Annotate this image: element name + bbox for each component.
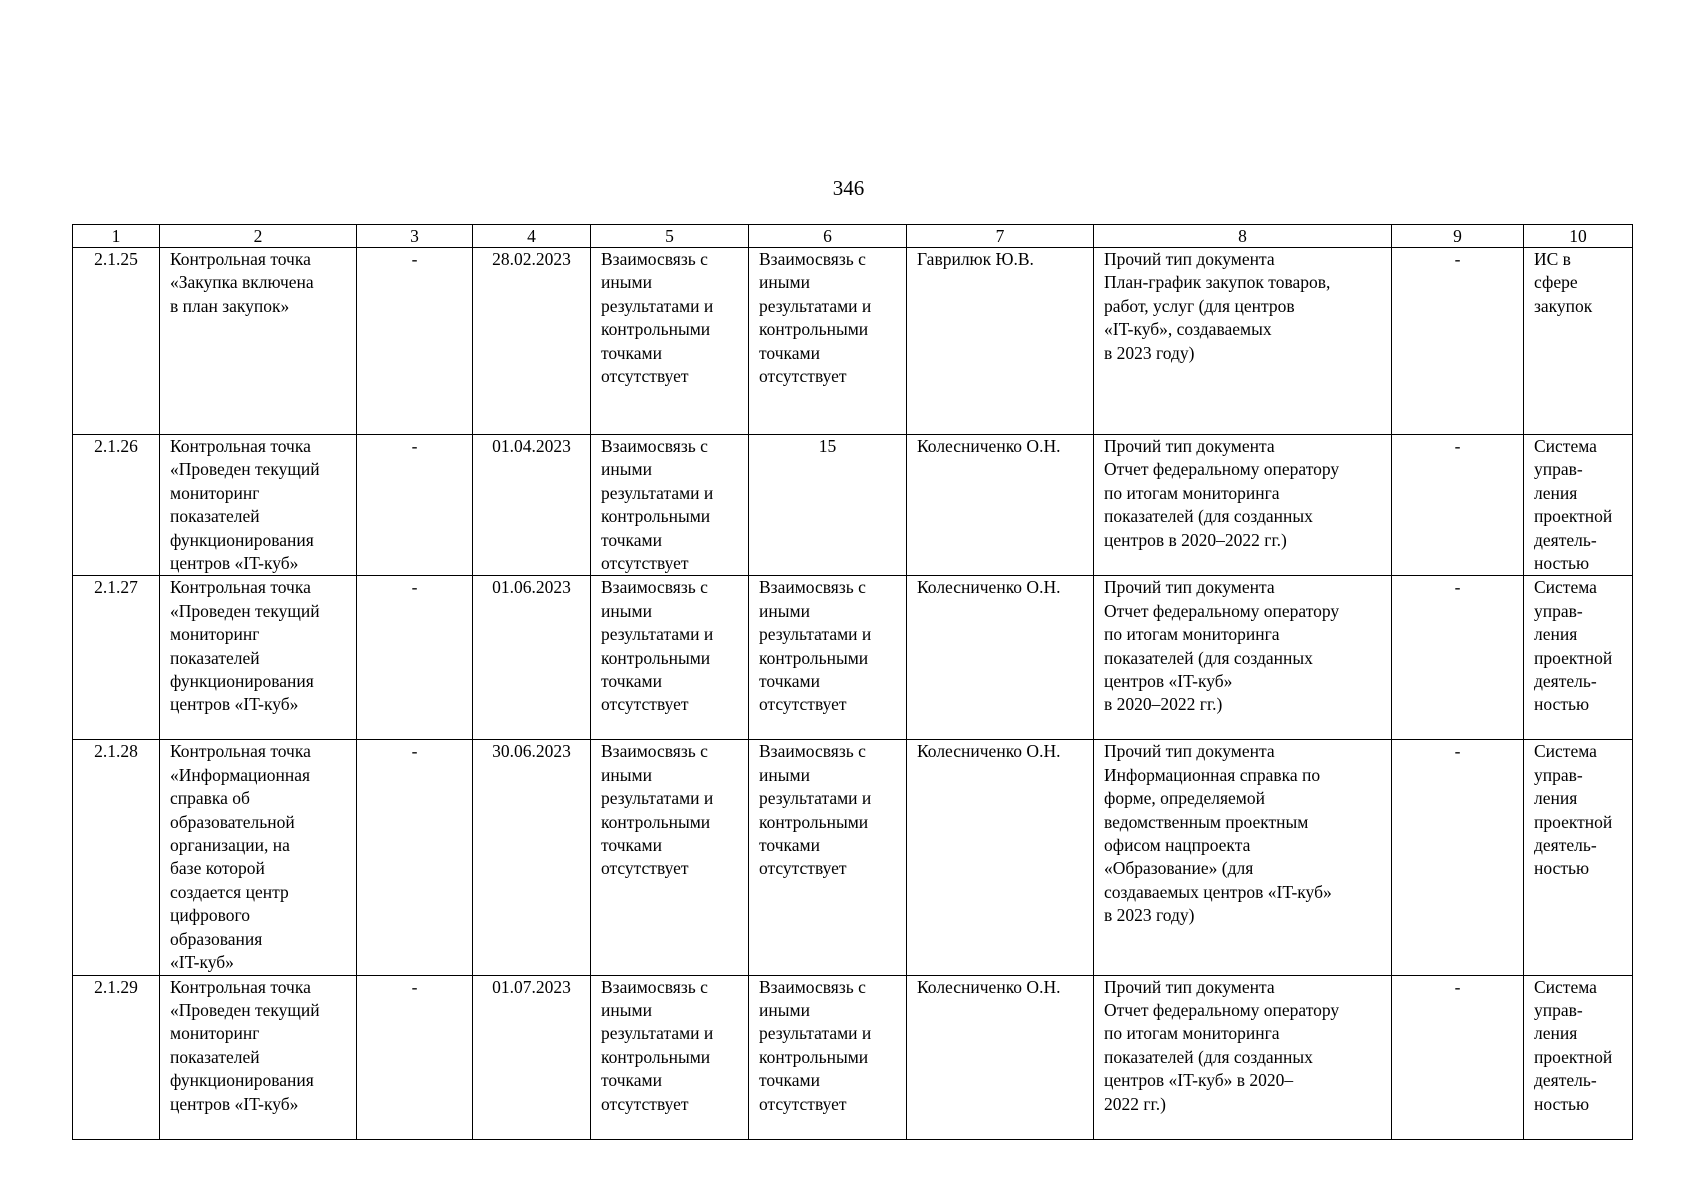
information-system-cell-line: проектной [1534,647,1613,668]
relationship-cell-line: Взаимосвязь с [601,436,708,456]
document-type-cell-line: «Образование» (для [1104,858,1254,879]
control-point-name-cell-line: цифрового [170,905,250,926]
relationship-cell [591,248,749,435]
control-point-name-cell-line: «IT-куб» [170,952,234,973]
relationship-cell-2-line: точками [759,342,820,363]
column-3-cell: - [357,975,473,1139]
relationship-cell-line: точками [601,835,662,856]
relationship-cell-2 [749,975,907,1139]
date-cell: 01.04.2023 [473,435,591,576]
information-system-cell-line: ностью [1534,694,1590,715]
document-type-cell-line: в 2023 году) [1104,342,1195,363]
document-type-cell-line: 2022 гг.) [1104,1093,1166,1114]
table-row [73,435,1633,576]
row-number-cell: 2.1.25 [73,248,160,435]
relationship-cell-line: результатами и [601,1023,714,1044]
control-point-name-cell [160,435,357,576]
date-cell: 28.02.2023 [473,248,591,435]
relationship-cell [591,740,749,975]
information-system-cell-line: проектной [1534,506,1613,527]
relationship-cell-2-line: иными [759,764,810,785]
date-cell: 01.07.2023 [473,975,591,1139]
relationship-cell-line: иными [601,999,652,1020]
responsible-cell: Гаврилюк Ю.В. [907,248,1094,435]
information-system-cell [1524,248,1633,435]
document-type-cell-line: по итогам мониторинга [1104,482,1280,503]
column-header: 7 [907,225,1094,248]
relationship-cell-2-line: результатами и [759,1023,872,1044]
column-header: 2 [160,225,357,248]
relationship-cell-2-line: точками [759,671,820,692]
column-header: 8 [1094,225,1392,248]
relationship-cell-line: точками [601,671,662,692]
information-system-cell-line: ностью [1534,858,1590,879]
information-system-cell-line: проектной [1534,1046,1613,1067]
relationship-cell [591,435,749,576]
column-3-cell: - [357,740,473,975]
information-system-cell-line: Система [1534,976,1597,997]
date-cell: 01.06.2023 [473,576,591,740]
relationship-cell-line: точками [601,1070,662,1091]
control-point-name-cell-line: образования [170,928,263,949]
relationship-cell-2-line: результатами и [759,788,872,809]
control-point-name-cell [160,975,357,1139]
relationship-cell-line: результатами и [601,482,714,503]
document-type-cell-line: Прочий тип документа [1104,436,1275,456]
control-point-name-cell-line: Контрольная точка [170,436,311,456]
information-system-cell-line: деятель- [1534,1070,1597,1091]
table-header-row [73,225,1633,248]
document-type-cell-line: показателей (для созданных [1104,647,1313,668]
information-system-cell-line: деятель- [1534,835,1597,856]
column-9-cell: - [1392,740,1524,975]
control-point-name-cell-line: Контрольная точка [170,249,311,269]
control-point-name-cell [160,576,357,740]
information-system-cell-line: сфере [1534,272,1578,293]
document-type-cell-line: Отчет федеральному оператору [1104,999,1340,1020]
information-system-cell-line: ностью [1534,553,1590,574]
relationship-cell-line: отсутствует [601,858,689,879]
relationship-cell-line: отсутствует [601,694,689,715]
information-system-cell-line: закупок [1534,295,1593,316]
relationship-cell-line: иными [601,600,652,621]
control-point-name-cell-line: справка об [170,788,250,809]
responsible-cell: Колесниченко О.Н. [907,576,1094,740]
information-system-cell-line: ностью [1534,1093,1590,1114]
relationship-cell-2 [749,740,907,975]
relationship-cell-line: контрольными [601,811,711,832]
relationship-cell-line: иными [601,459,652,480]
document-type-cell-line: Прочий тип документа [1104,577,1275,598]
information-system-cell-line: Система [1534,436,1597,456]
relationship-cell-line: результатами и [601,295,714,316]
control-point-name-cell-line: Контрольная точка [170,577,311,598]
column-9-cell: - [1392,576,1524,740]
relationship-cell [591,975,749,1139]
document-type-cell-line: центров «IT-куб» в 2020– [1104,1070,1294,1091]
information-system-cell [1524,740,1633,975]
table-row [73,576,1633,740]
relationship-cell-2-line: отсутствует [759,366,847,387]
document-type-cell-line: Отчет федеральному оператору [1104,459,1340,480]
relationship-cell-2-line: контрольными [759,1046,869,1067]
information-system-cell-line: управ- [1534,600,1583,621]
control-point-name-cell-line: «Проведен текущий [170,600,320,621]
information-system-cell-line: деятель- [1534,529,1597,550]
relationship-cell-2-line: контрольными [759,811,869,832]
control-point-name-cell-line: мониторинг [170,1023,260,1044]
column-header: 6 [749,225,907,248]
relationship-cell-line: Взаимосвязь с [601,249,708,269]
relationship-cell-line: Взаимосвязь с [601,577,708,598]
control-point-name-cell-line: функционирования [170,1070,314,1091]
document-type-cell-line: по итогам мониторинга [1104,1023,1280,1044]
relationship-cell-2-line: иными [759,600,810,621]
row-number-cell: 2.1.27 [73,576,160,740]
document-type-cell-line: по итогам мониторинга [1104,624,1280,645]
relationship-cell-2-line: иными [759,999,810,1020]
control-point-name-cell-line: «Информационная [170,764,311,785]
information-system-cell-line: Система [1534,741,1597,762]
column-3-cell: - [357,435,473,576]
information-system-cell-line: ления [1534,624,1578,645]
document-type-cell-line: «IT-куб», создаваемых [1104,319,1272,340]
document-type-cell-line: в 2020–2022 гг.) [1104,694,1223,715]
date-cell: 30.06.2023 [473,740,591,975]
document-type-cell [1094,975,1392,1139]
information-system-cell-line: деятель- [1534,671,1597,692]
document-type-cell [1094,740,1392,975]
column-header: 1 [73,225,160,248]
control-point-name-cell-line: организации, на [170,835,290,856]
relationship-cell-2-line: Взаимосвязь с [759,976,866,997]
information-system-cell [1524,435,1633,576]
relationship-cell-2-line: точками [759,1070,820,1091]
information-system-cell-line: управ- [1534,459,1583,480]
document-type-cell-line: Прочий тип документа [1104,976,1275,997]
relationship-cell-2 [749,248,907,435]
column-header: 10 [1524,225,1633,248]
control-point-name-cell-line: показателей [170,647,260,668]
relationship-cell-line: Взаимосвязь с [601,976,708,997]
responsible-cell: Колесниченко О.Н. [907,435,1094,576]
page-number: 346 [832,176,865,200]
document-type-cell [1094,576,1392,740]
relationship-cell-2-line: Взаимосвязь с [759,577,866,598]
information-system-cell-line: Система [1534,577,1597,598]
information-system-cell-line: ления [1534,482,1578,503]
relationship-cell-line: Взаимосвязь с [601,741,708,762]
relationship-cell-line: контрольными [601,647,711,668]
control-point-name-cell-line: базе которой [170,858,265,879]
table-row [73,740,1633,975]
control-point-name-cell-line: создается центр [170,881,289,902]
table-body [73,248,1633,1140]
relationship-cell-line: отсутствует [601,1093,689,1114]
document-type-cell-line: форме, определяемой [1104,788,1265,809]
relationship-cell-line: отсутствует [601,366,689,387]
control-point-name-cell-line: образовательной [170,811,295,832]
document-type-cell [1094,248,1392,435]
relationship-cell-2 [749,435,907,576]
document-type-cell [1094,435,1392,576]
document-type-cell-line: Отчет федеральному оператору [1104,600,1340,621]
document-type-cell-line: ведомственным проектным [1104,811,1309,832]
relationship-cell-2-line: точками [759,835,820,856]
control-point-name-cell [160,248,357,435]
row-number-cell: 2.1.26 [73,435,160,576]
control-point-name-cell-line: функционирования [170,671,314,692]
information-system-cell-line: ИС в [1534,249,1571,269]
document-type-cell-line: в 2023 году) [1104,905,1195,926]
relationship-cell-2-line: отсутствует [759,1093,847,1114]
column-3-cell: - [357,576,473,740]
relationship-cell-2-line: контрольными [759,647,869,668]
column-header: 5 [591,225,749,248]
relationship-cell [591,576,749,740]
relationship-cell-2-line: отсутствует [759,694,847,715]
relationship-cell-2-line: контрольными [759,319,869,340]
control-point-name-cell-line: в план закупок» [170,295,290,316]
relationship-cell-line: контрольными [601,506,711,527]
relationship-cell-line: иными [601,272,652,293]
relationship-cell-2-line: Взаимосвязь с [759,741,866,762]
information-system-cell-line: ления [1534,1023,1578,1044]
row-number-cell: 2.1.28 [73,740,160,975]
relationship-cell-2 [749,576,907,740]
relationship-cell-line: контрольными [601,319,711,340]
control-point-name-cell-line: Контрольная точка [170,741,311,762]
relationship-cell-2-line: иными [759,272,810,293]
control-point-name-cell-line: центров «IT-куб» [170,694,299,715]
responsible-cell: Колесниченко О.Н. [907,975,1094,1139]
information-system-cell-line: проектной [1534,811,1613,832]
relationship-cell-line: иными [601,764,652,785]
relationship-cell-2-line: результатами и [759,295,872,316]
control-point-name-cell-line: мониторинг [170,482,260,503]
information-system-cell-line: управ- [1534,999,1583,1020]
column-header: 3 [357,225,473,248]
relationship-cell-2-line: результатами и [759,624,872,645]
information-system-cell [1524,975,1633,1139]
relationship-cell-line: результатами и [601,624,714,645]
table-row [73,975,1633,1139]
document-type-cell-line: создаваемых центров «IT-куб» [1104,881,1332,902]
information-system-cell-line: управ- [1534,764,1583,785]
document-type-cell-line: центров в 2020–2022 гг.) [1104,529,1287,550]
information-system-cell [1524,576,1633,740]
relationship-cell-2-line: отсутствует [759,858,847,879]
relationship-cell-line: точками [601,529,662,550]
document-type-cell-line: Прочий тип документа [1104,249,1275,269]
control-points-table [72,224,1633,1140]
control-point-name-cell-line: «Проведен текущий [170,459,320,480]
document-type-cell-line: офисом нацпроекта [1104,835,1251,856]
information-system-cell-line: ления [1534,788,1578,809]
column-3-cell: - [357,248,473,435]
document-type-cell-line: Информационная справка по [1104,764,1321,785]
relationship-cell-2-line: Взаимосвязь с [759,249,866,269]
column-header: 4 [473,225,591,248]
control-point-name-cell-line: центров «IT-куб» [170,553,299,574]
control-point-name-cell-line: центров «IT-куб» [170,1093,299,1114]
control-point-name-cell-line: показателей [170,506,260,527]
relationship-cell-2-line: 15 [818,436,837,456]
document-type-cell-line: показателей (для созданных [1104,1046,1313,1067]
relationship-cell-line: точками [601,342,662,363]
row-number-cell: 2.1.29 [73,975,160,1139]
column-9-cell: - [1392,975,1524,1139]
control-point-name-cell-line: показателей [170,1046,260,1067]
control-point-name-cell-line: Контрольная точка [170,976,311,997]
column-9-cell: - [1392,435,1524,576]
document-type-cell-line: работ, услуг (для центров [1104,295,1295,316]
column-header: 9 [1392,225,1524,248]
document-type-cell-line: показателей (для созданных [1104,506,1313,527]
control-point-name-cell-line: функционирования [170,529,314,550]
table-row [73,248,1633,435]
responsible-cell: Колесниченко О.Н. [907,740,1094,975]
control-point-name-cell [160,740,357,975]
relationship-cell-line: результатами и [601,788,714,809]
document-type-cell-line: План-график закупок товаров, [1104,272,1331,293]
relationship-cell-line: отсутствует [601,553,689,574]
control-point-name-cell-line: «Проведен текущий [170,999,320,1020]
control-point-name-cell-line: «Закупка включена [170,272,314,293]
relationship-cell-line: контрольными [601,1046,711,1067]
column-9-cell: - [1392,248,1524,435]
document-type-cell-line: центров «IT-куб» [1104,671,1233,692]
control-point-name-cell-line: мониторинг [170,624,260,645]
document-type-cell-line: Прочий тип документа [1104,741,1275,762]
